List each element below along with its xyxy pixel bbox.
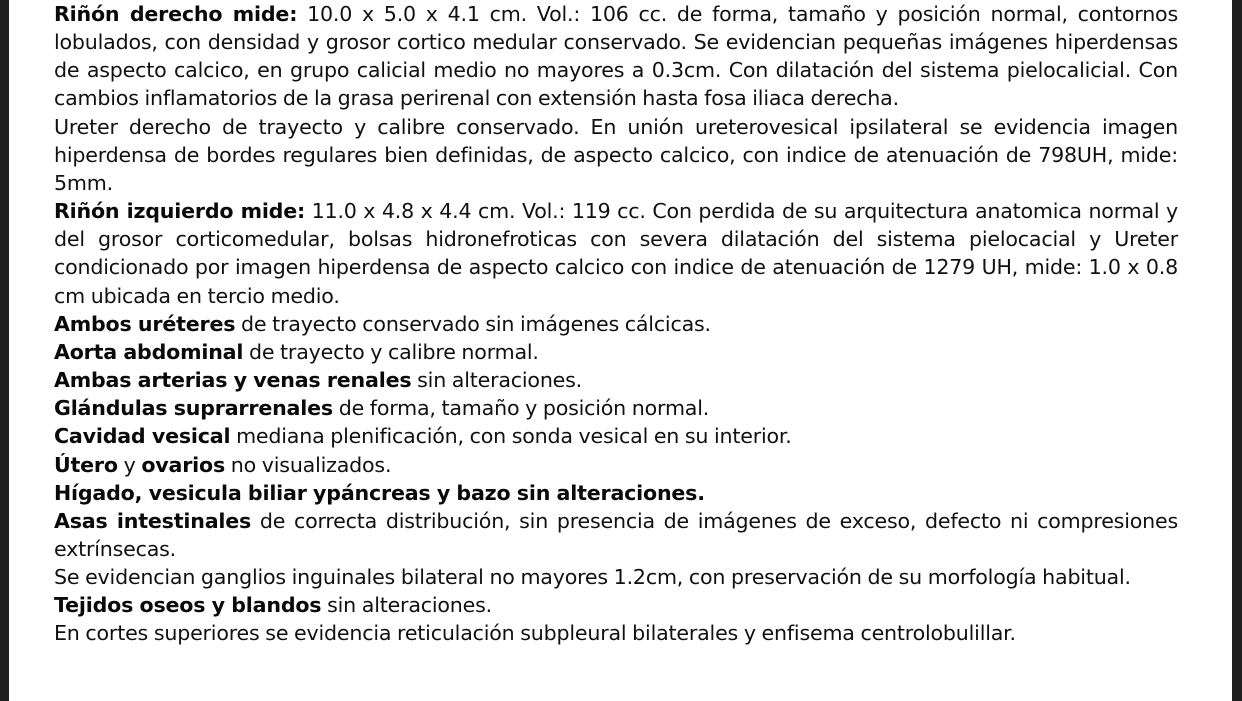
text-bones: sin alteraciones. (321, 593, 492, 618)
text-right-ureter: Ureter derecho de trayecto y calibre conservado. En unión ureterovesical ipsilateral se evidencia imagen hiperdensa de bordes regulares bien definidas, de aspecto calcico, con indice de atenuación de 798UH, mide: 5mm. (54, 114, 1178, 195)
text-uterus-ovaries: no visualizados. (225, 452, 392, 477)
text-bladder: mediana plenificación, con sonda vesical en su interior. (230, 424, 792, 449)
heading-bowel: Asas intestinales (54, 508, 252, 533)
heading-liver: Hígado, vesicula biliar ypáncreas y bazo sin alteraciones. (54, 480, 705, 505)
heading-adrenal: Glándulas suprarrenales (54, 396, 333, 421)
heading-ovaries: ovarios (141, 452, 226, 477)
heading-bones: Tejidos oseos y blandos (54, 593, 322, 618)
paragraph-right-ureter (54, 113, 1178, 197)
paragraph-lymph-nodes (54, 563, 1178, 591)
heading-bladder: Cavidad vesical (54, 424, 231, 449)
paragraph-bones (54, 591, 1178, 619)
text-and: y (117, 452, 142, 477)
text-lungs: En cortes superiores se evidencia reticulación subpleural bilaterales y enfisema centrolobulillar. (54, 621, 1016, 646)
paragraph-bladder (54, 422, 1178, 450)
heading-left-kidney: Riñón izquierdo mide: (54, 199, 306, 224)
paragraph-bowel (54, 507, 1178, 563)
paragraph-ureters (54, 310, 1178, 338)
paragraph-uterus-ovaries (54, 451, 1178, 479)
text-aorta: de trayecto y calibre normal. (243, 339, 539, 364)
right-viewer-border (1232, 0, 1242, 701)
heading-renal-vessels: Ambas arterias y venas renales (54, 368, 412, 393)
text-left-kidney: 11.0 x 4.8 x 4.4 cm. Vol.: 119 cc. Con perdida de su arquitectura anatomica normal y del grosor corticomedular, bolsas hidronefroticas con severa dilatación del sistema pielocacial y Ureter condicionado por imagen hiperdensa de aspecto calcico con indice de atenuación de 1279 UH, mide: 1.0 x 0.8 cm ubicada en tercio medio. (54, 199, 1178, 308)
left-viewer-border (0, 0, 9, 701)
heading-ureters: Ambos uréteres (54, 311, 236, 336)
text-renal-vessels: sin alteraciones. (411, 368, 583, 393)
paragraph-renal-vessels (54, 366, 1178, 394)
paragraph-left-kidney (54, 197, 1178, 310)
report-body (54, 0, 1178, 648)
paragraph-liver (54, 479, 1178, 507)
text-bowel: de correcta distribución, sin presencia de imágenes de exceso, defecto ni compresiones extrínsecas. (54, 508, 1178, 561)
heading-aorta: Aorta abdominal (54, 339, 244, 364)
text-lymph-nodes: Se evidencian ganglios inguinales bilateral no mayores 1.2cm, con preservación de su morfología habitual. (54, 565, 1131, 590)
paragraph-right-kidney (54, 0, 1178, 113)
text-adrenal: de forma, tamaño y posición normal. (332, 396, 710, 421)
paragraph-lungs (54, 619, 1178, 647)
paragraph-adrenal (54, 394, 1178, 422)
text-ureters: de trayecto conservado sin imágenes cálcicas. (235, 311, 711, 336)
text-right-kidney: 10.0 x 5.0 x 4.1 cm. Vol.: 106 cc. de forma, tamaño y posición normal, contornos lobulados, con densidad y grosor cortico medular conservado. Se evidencian pequeñas imágenes hiperdensas de aspecto calcico, en grupo calicial medio no mayores a 0.3cm. Con dilatación del sistema pielocalicial. Con cambios inflamatorios de la grasa perirenal con extensión hasta fosa iliaca derecha. (54, 2, 1178, 111)
heading-uterus: Útero (54, 452, 118, 477)
heading-right-kidney: Riñón derecho mide: (54, 2, 298, 26)
paragraph-aorta (54, 338, 1178, 366)
